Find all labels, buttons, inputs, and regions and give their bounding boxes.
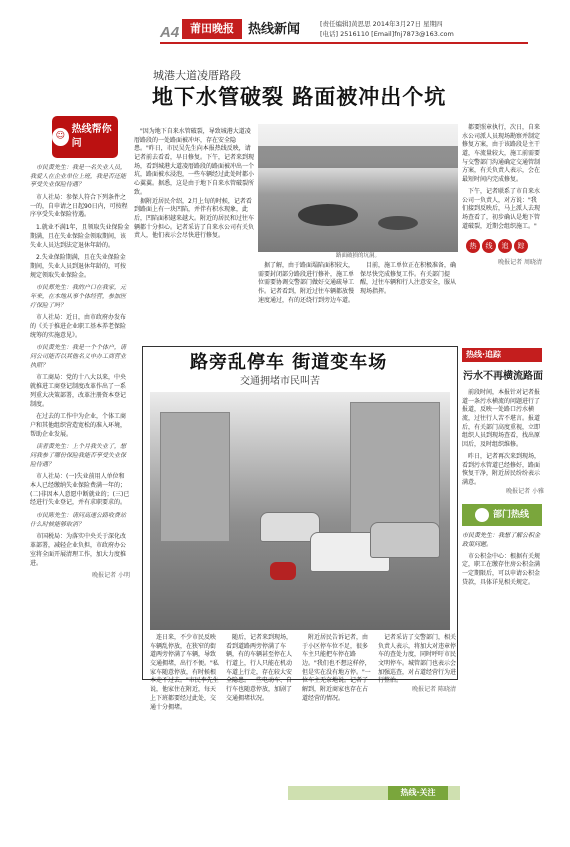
second-subhead: 交通拥堵市民叫苦 xyxy=(240,376,320,387)
official-answer: 2.失业保险期满，且在失业保险金期间，失业人员到退休年龄的，可按规定领取失业保险金。 xyxy=(30,254,127,279)
main-para-3: 据了解，由于路面塌陷面积较大，需要封闭部分路段进行修补，施工单位需要协调交警部门做好交通疏导工作。记者看到，附近过往车辆都放慢速度通过，有的还绕行到旁边车道。 xyxy=(258,262,355,304)
logo-text: 热线帮你问 xyxy=(71,123,112,149)
official-answer: 市工商局：党的十八大以来，中央就推进工商登记制度改革作出了一系列重大决策部署，改革注册资本登记制度。 xyxy=(30,374,127,408)
dept-hotline-banner xyxy=(462,504,542,526)
left-column xyxy=(30,100,130,581)
main-para-1: "因为地下自来水管破裂，导致城港大道凌厝路段的一处路面被冲坏，存在安全隐患。"昨日，市民吴先生向本报热线反映，请记者前去看看，早日修复。下午，记者来到现场，看到城港大道凌厝路段的路面被冲出一个坑，路面被水浸泡，一些车辆经过此处时都小心翼翼。据悉，这是由于地下自来水管破裂所致。 xyxy=(134,128,255,196)
second-para-4: 记者采访了交警部门，相关负责人表示，将加大对违章停车的查处力度，同时呼吁市民文明停车。城管部门也表示会加强巡查，对占道经营行为进行整治。 xyxy=(378,634,457,685)
right-para-2: 下午，记者联系了市自来水公司一负责人，对方说："我们接到反映后，马上派人去现场查看了，初步确认是地下管道破裂，近期会组织施工。" xyxy=(462,187,541,230)
road-pothole-photo xyxy=(258,124,458,252)
tag-char: 踪 xyxy=(514,239,528,253)
official-answer: 市国税局：为落实中央关于深化改革部署，减轻企业负担，市政府办公室将全面开展清理工作，加大力度推进。 xyxy=(30,533,127,567)
building-right xyxy=(350,402,440,542)
page-number: A4 xyxy=(160,24,180,41)
second-para-1: 连日来，不少市民反映车辆乱停放，在狭窄的街道两旁停满了车辆，导致交通拥堵，出行不便。"私家车随意停放，有时候根本走不过去。"市民李先生说，他家住在附近，每天上下班都要经过此处，交通十分拥堵。 xyxy=(150,634,219,711)
hotline-logo xyxy=(52,116,118,158)
official-answer: 在过去的工作中为企业，个体工商户和其他组织营造宽松的准入环境，帮助企业发展。 xyxy=(30,413,127,438)
right-para-1: 都要照章执行，次日，自来水公司派人员现场勘察并制定修复方案，由于该路段是主干道，车流量较大，施工前需要与交警部门沟通确定交通管制方案，有关负责人表示，会在最短时间内完成修复。 xyxy=(462,124,541,184)
main-kicker: 城港大道凌厝路段 xyxy=(153,69,241,82)
sidebar-title: 污水不再横流路面 xyxy=(463,371,543,382)
sidebar-header: 热线·追踪 xyxy=(462,348,542,362)
tag-char: 追 xyxy=(498,239,512,253)
brand-logo: 莆田晚报 xyxy=(182,19,242,39)
second-col4 xyxy=(378,634,456,695)
dept-label: 部门热线 xyxy=(492,509,529,520)
masthead xyxy=(0,0,570,58)
second-col1 xyxy=(150,634,220,712)
left-byline: 晚报记者 小明 xyxy=(92,572,130,580)
parked-car xyxy=(370,522,440,558)
second-col3 xyxy=(302,634,372,704)
second-col2 xyxy=(226,634,296,704)
contact-line: [电话] 2516110 [Email]fnj7873@163.com xyxy=(320,30,454,38)
reader-question: 读者黄先生：上个月我失业了，想问我参了哪份保险我能否享受失业保险待遇？ xyxy=(30,443,127,468)
phone-icon xyxy=(475,508,489,522)
dept-answer: 市公积金中心：根据有关规定，职工在缴存住房公积金满一定期限后，可以申请公积金贷款，具体详见相关规定。 xyxy=(462,552,541,586)
tracking-tags xyxy=(466,239,542,253)
reader-question: 市民黄先生：我是一名失业人员，我爱人在企业单位上班，我是否还能享受失业保险待遇？ xyxy=(30,164,127,189)
official-answer: 市人社局：(一)失业前用人单位和本人已经缴纳失业保险费满一年的；(二)非因本人意愿中断就业的；(三)已经进行失业登记，并有求职要求的。 xyxy=(30,473,130,507)
header-rule xyxy=(160,42,528,44)
building-left xyxy=(160,412,230,542)
main-byline: 晚报记者 周晓清 xyxy=(498,259,542,267)
main-story-col1 xyxy=(134,128,254,241)
photo-treeline xyxy=(258,146,458,168)
tag-char: 线 xyxy=(482,239,496,253)
bottom-tag: 热线·关注 xyxy=(388,786,448,800)
reader-question: 市民陈先生：请问高速公路收费站什么时候能够取消？ xyxy=(30,512,127,528)
second-para-2: 随后，记者来到现场，看到道路两旁停满了车辆，有的车辆甚至停在人行道上，行人只能在机动车道上行走，存在较大安全隐患。一些电动车、自行车也随意停放，加剧了交通拥堵状况。 xyxy=(226,634,293,702)
reader-question: 市民黄先生：我是一个个体户，请问公司能否以其他名义申办工商营业执照？ xyxy=(30,344,127,369)
second-byline: 晚报记者 陈晓清 xyxy=(412,686,456,694)
street-parking-photo xyxy=(150,392,450,630)
dept-question: 市民黄先生：我想了解公积金政策问题。 xyxy=(462,532,541,548)
main-para-4: 目前，施工单位正在积极准备，确保尽快完成修复工作。有关部门提醒，过往车辆和行人注意安全，服从现场指挥。 xyxy=(360,262,457,296)
second-para-3: 附近居民告诉记者，由于小区停车位不足，很多车主只能把车停在路边。"我们也不想这样停，但是实在没有地方停。"一位车主无奈地说。记者了解到，附近商家也存在占道经营的情况。 xyxy=(302,634,371,702)
main-story-col4 xyxy=(360,262,458,297)
sidebar-byline: 晚报记者 小雅 xyxy=(506,487,544,495)
tag-char: 热 xyxy=(466,239,480,253)
reader-question: 市民郑先生：我的户口在我家，元年来，在本地从事个体经营，参加医疗保险了吗？ xyxy=(30,284,127,309)
qa-list xyxy=(30,164,130,568)
main-para-2: 据附近居民介绍，2月上旬的时候，记者看到路面上有一块凹陷，并伴有积水现象，此后，凹陷面积越来越大。附近的居民和过往车辆都十分担心。记者采访了自来水公司有关负责人，他们表示会尽快进行修复。 xyxy=(134,197,255,240)
smile-icon: ☺ xyxy=(52,128,69,146)
right-sidebar xyxy=(462,348,544,587)
second-headline: 路旁乱停车 街道变车场 xyxy=(190,352,388,373)
section-title: 热线新闻 xyxy=(248,22,301,37)
scooter xyxy=(270,562,296,580)
photo-caption: 路面破损的坑洞。 xyxy=(335,253,380,259)
main-story-col3 xyxy=(258,262,356,305)
editor-line: [责任编辑]黄思思 2014年3月27日 星期四 xyxy=(320,20,443,28)
official-answer: 市人社局：参保人符合下列条件之一的，自申请之日起90日内，可按程序享受失业保险待遇。 xyxy=(30,194,128,219)
sidebar-para-2: 昨日，记者再次来到现场，看到污水管道已经修好，路面恢复干净，附近居民纷纷表示满意。 xyxy=(462,452,541,486)
pothole-shape xyxy=(298,204,358,226)
official-answer: 市人社局：近日，由市政府办发布的《关于推进企业职工基本养老保险统筹的实施意见》。 xyxy=(30,314,127,339)
sidebar-para-1: 前段时间，本报针对记者报道一条污水横流的问题进行了报道，反映一处路口污水横流，过往行人苦不堪言。报道后，有关部门高度重视，立即组织人员到现场查看，找出原因后，及时组织维修。 xyxy=(462,389,541,449)
main-right-column xyxy=(462,124,542,268)
pothole-shape-2 xyxy=(378,216,418,230)
official-answer: 1.就业不满1年，且领取失业保险金期满，且在失业保险金领取期间，该失业人员达到法定退休年龄的。 xyxy=(30,224,130,249)
main-headline: 地下水管破裂 路面被冲出个坑 xyxy=(152,85,447,109)
